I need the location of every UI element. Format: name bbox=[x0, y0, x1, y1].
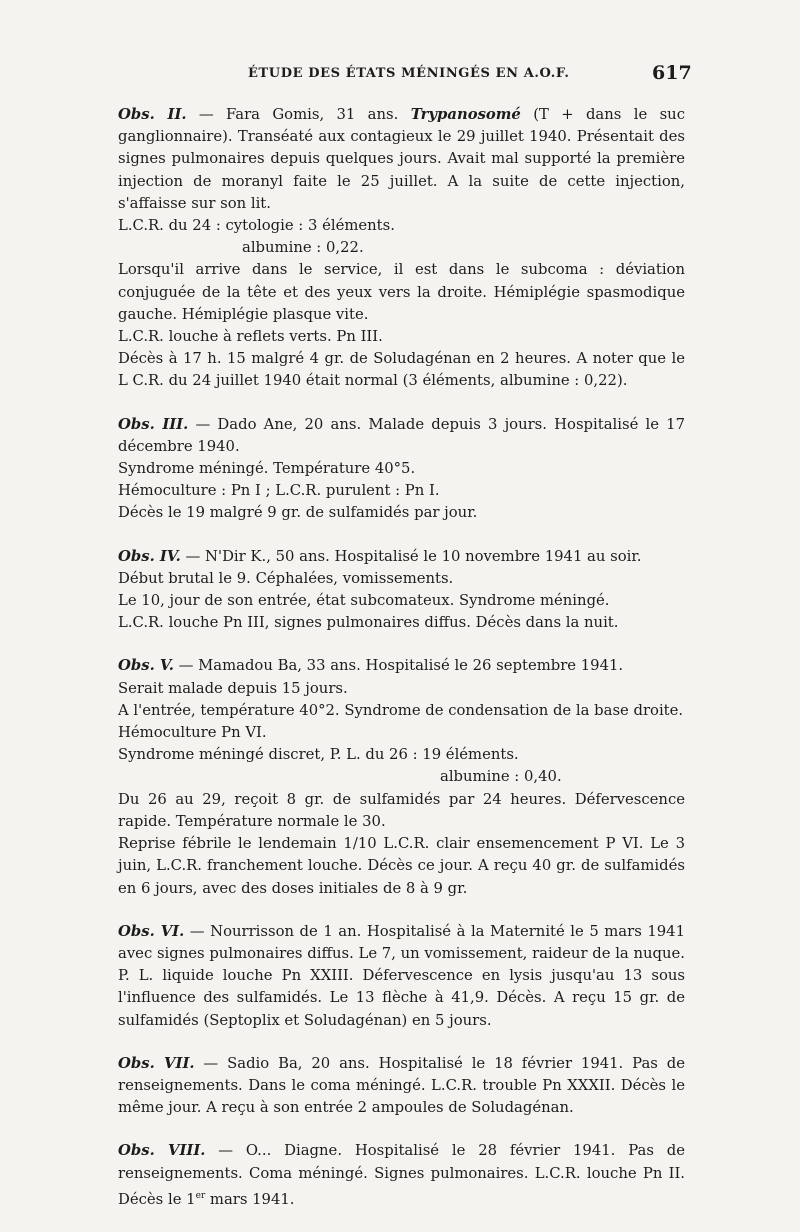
obs-2-para-4: Décès à 17 h. 15 malgré 4 gr. de Soludagénan en 2 heures. A noter que le L C.R. du 24 juillet 1940 était normal (3 éléments, albumine : 0,22). bbox=[118, 350, 685, 390]
observation-5 bbox=[118, 655, 685, 899]
observation-7 bbox=[118, 1053, 685, 1120]
obs-3-para-4: Décès le 19 malgré 9 gr. de sulfamidés par jour. bbox=[118, 504, 478, 522]
obs-2-label: Obs. II. bbox=[118, 106, 187, 123]
obs-7-text: — Sadio Ba, 20 ans. Hospitalisé le 18 février 1941. Pas de renseignements. Dans le coma méningé. L.C.R. trouble Pn XXXII. Décès le même jour. A reçu à son entrée 2 ampoules de Soludagénan. bbox=[118, 1054, 685, 1117]
obs-5-albumin: albumine : 0,40. bbox=[440, 768, 562, 786]
obs-5-para-8: Reprise fébrile le lendemain 1/10 L.C.R. clair ensemencement P VI. Le 3 juin, L.C.R. franchement louche. Décès ce jour. A reçu 40 gr. de sulfamidés en 6 jours, avec des doses initiales de 8 à 9 gr. bbox=[118, 835, 685, 897]
obs-2-lcr-albumin: albumine : 0,22. bbox=[242, 239, 364, 257]
document-body bbox=[118, 104, 685, 1232]
obs-2-intro-c: (T + dans le suc ganglionnaire). Transéaté aux contagieux le 29 juillet 1940. Présentait des signes pulmonaires depuis quelques jours. Avait mal supporté la première injection de moranyl faite le 25 juillet. A la suite de cette injection, s'affaisse sur son lit. bbox=[118, 106, 685, 212]
obs-5-intro bbox=[118, 655, 685, 677]
obs-4-intro bbox=[118, 546, 685, 568]
obs-3-label: Obs. III. bbox=[118, 415, 189, 433]
obs-6-intro bbox=[118, 921, 685, 1032]
obs-2-diagnosis: Trypanosomé bbox=[410, 106, 521, 123]
obs-5-intro-text: — Mamadou Ba, 33 ans. Hospitalisé le 26 septembre 1941. bbox=[173, 657, 624, 675]
obs-2-para-3: L.C.R. louche à reflets verts. Pn III. bbox=[118, 328, 383, 346]
page-number: 617 bbox=[652, 62, 692, 84]
obs-4-intro-text: — N'Dir K., 50 ans. Hospitalisé le 10 novembre 1941 au soir. bbox=[180, 547, 642, 565]
observation-2 bbox=[118, 104, 685, 393]
obs-3-para-2: Syndrome méningé. Température 40°5. bbox=[118, 460, 416, 478]
obs-8-intro bbox=[118, 1140, 685, 1211]
observation-3 bbox=[118, 414, 685, 525]
obs-5-para-3: A l'entrée, température 40°2. Syndrome de condensation de la base droite. bbox=[118, 701, 684, 719]
obs-2-lcr-cytology: L.C.R. du 24 : cytologie : 3 éléments. bbox=[118, 217, 395, 235]
obs-8-ordinal: er bbox=[195, 1190, 206, 1201]
obs-5-para-2: Serait malade depuis 15 jours. bbox=[118, 679, 348, 697]
obs-7-label: Obs. VII. bbox=[118, 1054, 195, 1072]
obs-2-para-2: Lorsqu'il arrive dans le service, il est dans le subcoma : déviation conjuguée de la tête et des yeux vers la droite. Hémiplégie spasmodique gauche. Hémiplégie plasque vite. bbox=[118, 261, 685, 323]
obs-8-label: Obs. VIII. bbox=[118, 1142, 206, 1160]
obs-8-text-end: mars 1941. bbox=[205, 1190, 295, 1208]
obs-5-label: Obs. V. bbox=[118, 657, 174, 675]
obs-4-label: Obs. IV. bbox=[118, 547, 181, 565]
page-header bbox=[0, 62, 800, 90]
obs-8-day: 1 bbox=[186, 1190, 196, 1208]
obs-4-para-4: L.C.R. louche Pn III, signes pulmonaires diffus. Décès dans la nuit. bbox=[118, 614, 619, 632]
obs-5-para-5: Syndrome méningé discret, P. L. du 26 : 19 éléments. bbox=[118, 746, 519, 764]
obs-4-para-3: Le 10, jour de son entrée, état subcomateux. Syndrome méningé. bbox=[118, 592, 610, 610]
obs-3-intro bbox=[118, 414, 685, 458]
obs-2-intro-a: — Fara Gomis, 31 ans. bbox=[186, 106, 411, 123]
observation-4 bbox=[118, 546, 685, 635]
obs-4-para-2: Début brutal le 9. Céphalées, vomissements. bbox=[118, 569, 454, 587]
obs-7-intro bbox=[118, 1053, 685, 1120]
obs-6-label: Obs. VI. bbox=[118, 922, 185, 940]
obs-5-para-4: Hémoculture Pn VI. bbox=[118, 724, 267, 742]
observation-8 bbox=[118, 1140, 685, 1211]
obs-3-para-3: Hémoculture : Pn I ; L.C.R. purulent : Pn I. bbox=[118, 482, 440, 500]
obs-5-para-7: Du 26 au 29, reçoit 8 gr. de sulfamidés par 24 heures. Défervescence rapide. Température normale le 30. bbox=[118, 790, 685, 830]
observation-6 bbox=[118, 921, 685, 1032]
running-title: ÉTUDE DES ÉTATS MÉNINGÉS EN A.O.F. bbox=[248, 66, 570, 81]
obs-3-intro-text: — Dado Ane, 20 ans. Malade depuis 3 jours. Hospitalisé le 17 décembre 1940. bbox=[118, 415, 685, 455]
obs-6-text: — Nourrisson de 1 an. Hospitalisé à la Maternité le 5 mars 1941 avec signes pulmonaires diffus. Le 7, un vomissement, raideur de la nuque. P. L. liquide louche Pn XXIII. Défervescence en lysis jusqu'au 13 sous l'influence des sulfamidés. Le 13 flèche à 41,9. Décès. A reçu 15 gr. de sulfamidés (Septoplix et Soludagénan) en 5 jours. bbox=[118, 922, 685, 1029]
obs-8-text: — O... Diagne. Hospitalisé le 28 février 1941. Pas de renseignements. Coma méningé. Signes pulmonaires. L.C.R. louche Pn II. Décès le bbox=[118, 1142, 685, 1208]
obs-2-intro bbox=[118, 104, 685, 215]
